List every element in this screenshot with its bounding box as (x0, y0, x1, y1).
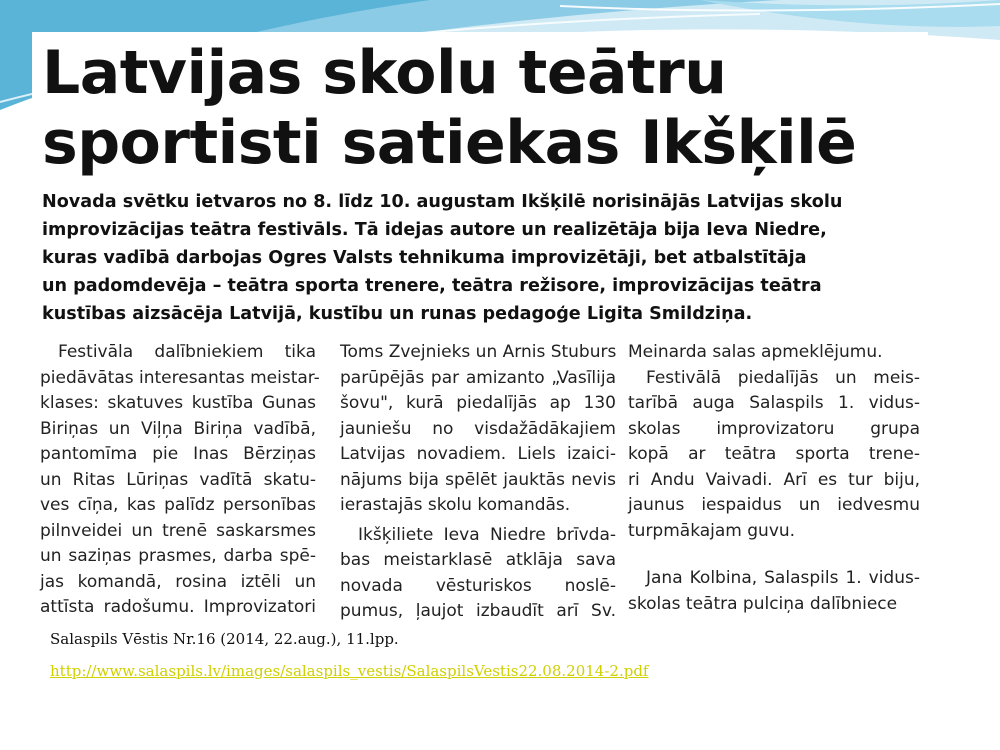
source-citation: Salaspils Vēstis Nr.16 (2014, 22.aug.), 11.lpp. (50, 630, 399, 648)
column-line: kopā ar teātra sporta trene- (628, 444, 920, 464)
lead-line: kustības aizsācēja Latvijā, kustību un runas pedagoģe Ligita Smildziņa. (42, 304, 753, 324)
column-line: Festivāla dalībniekiem tika (58, 342, 316, 362)
column-line: ierastajās skolu komandās. (340, 495, 571, 515)
column-line: ves cīņa, kas palīdz personības (40, 495, 316, 515)
article-column-3 (628, 340, 920, 617)
article-column-1 (40, 340, 320, 621)
newspaper-clipping (32, 32, 928, 625)
column-line: jas komandā, rosina iztēli un (40, 571, 316, 592)
column-line: piedāvātas interesantas meistar- (40, 367, 320, 388)
column-line: jauniešu no visdažādākajiem (340, 418, 616, 439)
author-signature: Jana Kolbina, Salaspils 1. vidus- (646, 568, 920, 588)
column-line: Meinarda salas apmeklējumu. (628, 342, 883, 362)
column-line: skolas improvizatoru grupa (628, 418, 920, 439)
column-line: Toms Zvejnieks un Arnis Stuburs (340, 342, 617, 362)
column-line: Ikšķiliete Ieva Niedre brīvda- (358, 524, 616, 545)
headline-line: Latvijas skolu teātru (42, 38, 727, 108)
column-line: jaunus iespaidus un iedvesmu (628, 495, 920, 515)
column-line: tarībā auga Salaspils 1. vidus- (628, 393, 920, 413)
column-line: Latvijas novadiem. Liels izaici- (340, 444, 616, 464)
column-line: novada vēsturiskos noslē- (340, 575, 616, 596)
column-line: Festivālā piedalījās un meis- (646, 367, 920, 388)
column-line: nājums bija spēlēt jauktās nevis (340, 469, 616, 490)
lead-line: un padomdevēja – teātra sporta trenere, teātra režisore, improvizācijas teātra (42, 276, 822, 296)
column-line: turpmākajam guvu. (628, 520, 796, 541)
column-line: parūpējās par amizanto „Vasīlija (340, 367, 616, 388)
headline-line: sportisti satiekas Ikšķilē (42, 108, 857, 178)
article-headline (42, 38, 856, 178)
column-line: un Ritas Lūriņas vadītā skatu- (40, 469, 316, 490)
lead-line: improvizācijas teātra festivāls. Tā idejas autore un realizētāja bija Ieva Niedre, (42, 220, 827, 240)
column-line: pumus, ļaujot izbaudīt arī Sv. (340, 601, 616, 621)
column-line: pilnveidei un trenē saskarsmes (40, 520, 316, 541)
column-line: bas meistarklasē atklāja sava (340, 550, 616, 570)
column-line: klases: skatuves kustība Gunas (40, 393, 316, 413)
article-column-2 (340, 340, 616, 625)
column-line: attīsta radošumu. Improvizatori (40, 597, 316, 617)
column-line: pantomīma pie Inas Bērziņas (40, 444, 316, 464)
column-line: ri Andu Vaivadi. Arī es tur biju, (628, 469, 920, 490)
author-signature: skolas teātra pulciņa dalībniece (628, 593, 898, 614)
lead-line: Novada svētku ietvaros no 8. līdz 10. augustam Ikšķilē norisinājās Latvijas skolu (42, 192, 843, 212)
column-line: Biriņas un Viļņa Biriņa vadībā, (40, 418, 316, 439)
column-line: un saziņas prasmes, darba spē- (40, 546, 316, 566)
lead-line: kuras vadībā darbojas Ogres Valsts tehnikuma improvizētāji, bet atbalstītāja (42, 248, 807, 268)
column-line: šovu", kurā piedalījās ap 130 (340, 393, 616, 413)
article-lead (42, 188, 922, 328)
source-link[interactable]: http://www.salaspils.lv/images/salaspils_vestis/SalaspilsVestis22.08.2014-2.pdf (50, 662, 649, 680)
